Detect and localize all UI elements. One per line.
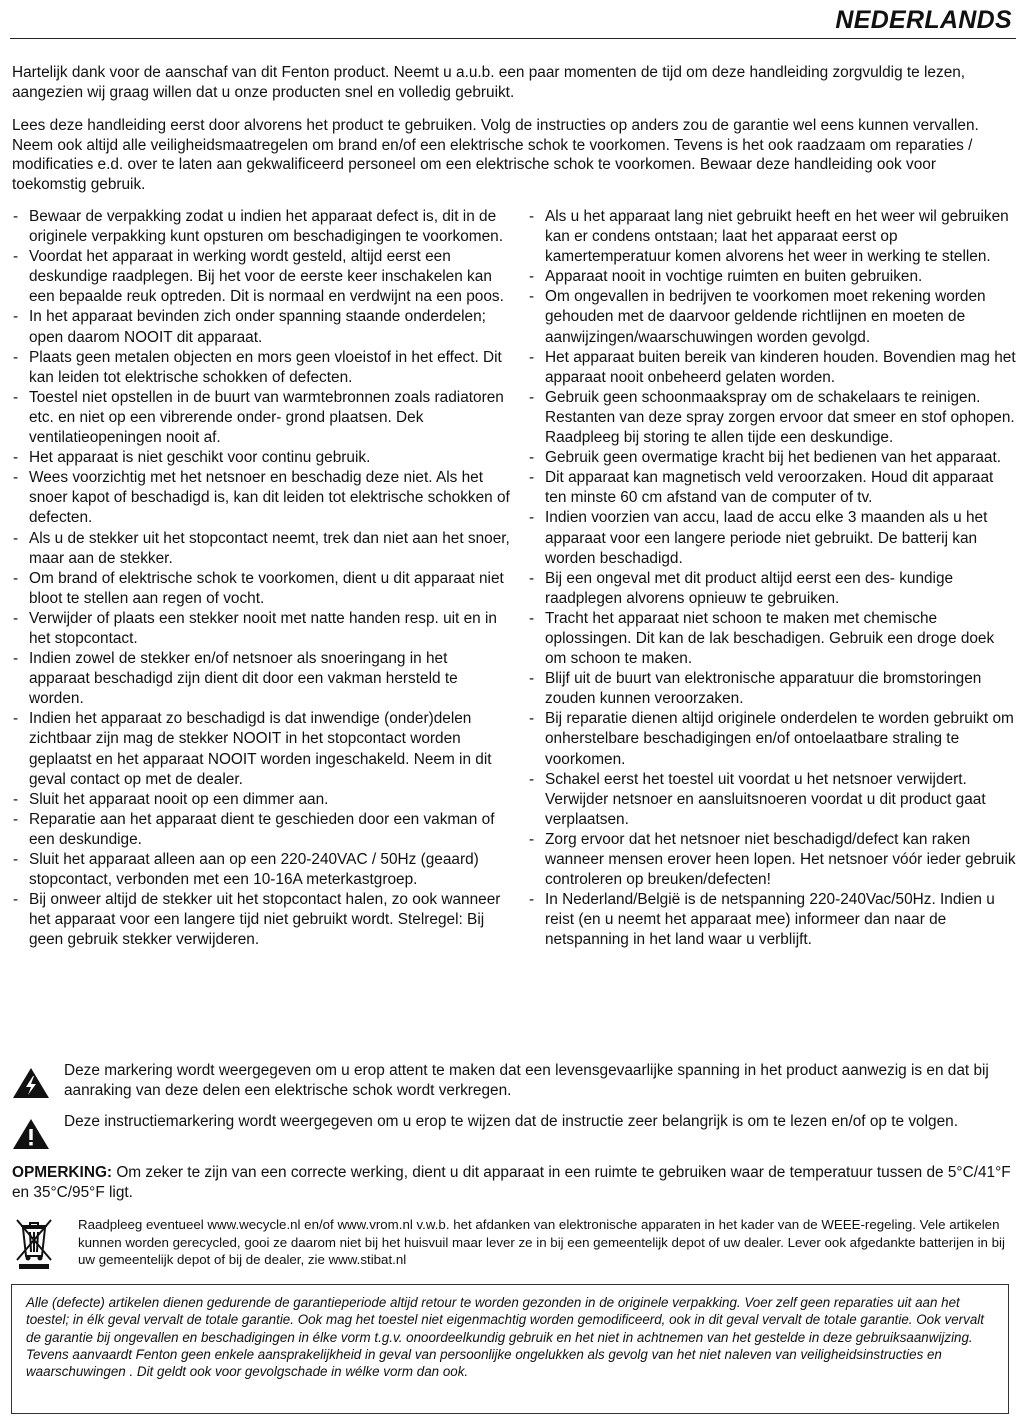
list-item: - Het apparaat buiten bereik van kinderen houden. Bovendien mag het apparaat nooit onbeheerd gelaten worden.	[528, 348, 1016, 388]
weee-text: Raadpleeg eventueel www.wecycle.nl en/of www.vrom.nl v.w.b. het afdanken van elektronische apparaten in het kader van de WEEE-regeling. Vele artikelen kunnen worden gerecycled, gooi ze daarom niet bij het huisvuil maar lever ze in bij een gemeentelijk depot of uw dealer. Lever ook afgedankte batterijen in bij uw gemeentelijk depot of bij de dealer, zie www.stibat.nl	[78, 1217, 1005, 1267]
voltage-warning-text: Deze markering wordt weergegeven om u erop attent te maken dat een levensgevaarlijke spanning in het product aanwezig is en dat bij aanraking van deze delen een elektrische schok wordt verkregen.	[64, 1062, 989, 1099]
list-item: - Verwijder of plaats een stekker nooit met natte handen resp. uit en in het stopcontact.	[12, 609, 512, 649]
intro-paragraph-1: Hartelijk dank voor de aanschaf van dit Fenton product. Neemt u a.u.b. een paar momenten de tijd om deze handleiding zorgvuldig te lezen, aangezien wij graag willen dat u onze producten snel en volledig gebruikt.	[12, 64, 966, 101]
list-item: - In het apparaat bevinden zich onder spanning staande onderdelen; open daarom NOOIT dit apparaat.	[12, 307, 512, 347]
list-item: - Het apparaat is niet geschikt voor continu gebruik.	[12, 448, 512, 468]
list-item: - Bij een ongeval met dit product altijd eerst een des- kundige raadplegen alvorens opnieuw te gebruiken.	[528, 569, 1016, 609]
list-item: - Sluit het apparaat nooit op een dimmer aan.	[12, 790, 512, 810]
list-item: - In Nederland/België is de netspanning 220-240Vac/50Hz. Indien u reist (en u neemt het apparaat mee) informeer dan naar de netspanning in het land waar u verblijft.	[528, 890, 1016, 950]
instruction-warning-text: Deze instructiemarkering wordt weergegeven om u erop te wijzen dat de instructie zeer belangrijk is om te lezen en/of op te volgen.	[64, 1113, 958, 1130]
list-item: - Schakel eerst het toestel uit voordat u het netsnoer verwijdert. Verwijder netsnoer en aansluitsnoeren voordat u dit product gaat verplaatsen.	[528, 770, 1016, 830]
list-item: - Reparatie aan het apparaat dient te geschieden door een vakman of een deskundige.	[12, 810, 512, 850]
note-text: Om zeker te zijn van een correcte werking, dient u dit apparaat in een ruimte te gebruiken waar de temperatuur tussen de 5°C/41°F en 35°C/95°F ligt.	[12, 1164, 1011, 1201]
list-item: - Plaats geen metalen objecten en mors geen vloeistof in het effect. Dit kan leiden tot elektrische schokken of defecten.	[12, 348, 512, 388]
list-item: - Dit apparaat kan magnetisch veld veroorzaken. Houd dit apparaat ten minste 60 cm afstand van de computer of tv.	[528, 468, 1016, 508]
weee-block	[12, 1214, 1012, 1274]
list-item: - Als u de stekker uit het stopcontact neemt, trek dan niet aan het snoer, maar aan de stekker.	[12, 529, 512, 569]
lightning-warning-icon	[12, 1067, 50, 1099]
list-item: - Wees voorzichtig met het netsnoer en beschadig deze niet. Als het snoer kapot of beschadigd is, kan dit leiden tot elektrische schokken of defecten.	[12, 468, 512, 528]
list-item: - Indien voorzien van accu, laad de accu elke 3 maanden als u het apparaat voor een langere periode niet gebruikt. De batterij kan worden beschadigd.	[528, 508, 1016, 568]
crossed-bin-icon	[14, 1216, 54, 1270]
safety-list-left	[12, 207, 512, 950]
exclamation-warning-icon	[12, 1118, 50, 1150]
list-item: - Sluit het apparaat alleen aan op een 220-240VAC / 50Hz (geaard) stopcontact, verbonden met een 10-16A meterkastgroep.	[12, 850, 512, 890]
warranty-text: Alle (defecte) artikelen dienen gedurende de garantieperiode altijd retour te worden gezonden in de originele verpakking. Voer zelf geen reparaties uit aan het toestel; in élk geval vervalt de totale garantie. Ook mag het toestel niet eigenmachtig worden gemodificeerd, ook in dit geval vervalt de totale garantie. Ook vervalt de garantie bij ongevallen en beschadigingen in élke vorm t.g.v. onoordeelkundig gebruik en het niet in achtnemen van het gestelde in deze gebruiksaanwijzing. Tevens aanvaardt Fenton geen enkele aansprakelijkheid in geval van persoonlijke ongelukken als gevolg van het niet naleven van veiligheidsinstructies en waarschuwingen . Dit geldt ook voor gevolgschade in wélke vorm dan ook.	[26, 1295, 984, 1380]
page-header	[10, 4, 1016, 39]
list-item: - Blijf uit de buurt van elektronische apparatuur die bromstoringen zouden kunnen veroorzaken.	[528, 669, 1016, 709]
list-item: - Als u het apparaat lang niet gebruikt heeft en het weer wil gebruiken kan er condens ontstaan; laat het apparaat eerst op kamertemperatuur komen alvorens het weer in werking te stellen.	[528, 207, 1016, 267]
list-item: - Gebruik geen schoonmaakspray om de schakelaars te reinigen. Restanten van deze spray zorgen ervoor dat smeer en stof ophopen. Raadpleeg bij storing te allen tijde een deskundige.	[528, 388, 1016, 448]
temperature-note	[12, 1163, 1012, 1202]
list-item: - Om brand of elektrische schok te voorkomen, dient u dit apparaat niet bloot te stellen aan regen of vocht.	[12, 569, 512, 609]
list-item: - Voordat het apparaat in werking wordt gesteld, altijd eerst een deskundige raadplegen. Bij het voor de eerste keer inschakelen kan een bepaalde reuk optreden. Dit is normaal en verdwijnt na een poos.	[12, 247, 512, 307]
list-item: - Bij reparatie dienen altijd originele onderdelen te worden gebruikt om onherstelbare beschadigingen en/of ontoelaatbare straling te voorkomen.	[528, 709, 1016, 769]
language-title: NEDERLANDS	[835, 6, 1012, 34]
list-item: - Bewaar de verpakking zodat u indien het apparaat defect is, dit in de originele verpakking kunt opsturen om beschadigingen te voorkomen.	[12, 207, 512, 247]
safety-list-right	[528, 207, 1016, 950]
list-item: - Om ongevallen in bedrijven te voorkomen moet rekening worden gehouden met de daarvoor geldende richtlijnen en moeten de aanwijzingen/waarschuwingen worden gevolgd.	[528, 287, 1016, 347]
list-item: - Toestel niet opstellen in de buurt van warmtebronnen zoals radiatoren etc. en niet op een vibrerende onder- grond plaatsen. Dek ventilatieopeningen nooit af.	[12, 388, 512, 448]
list-item: - Tracht het apparaat niet schoon te maken met chemische oplossingen. Dit kan de lak beschadigen. Gebruik een droge doek om schoon te maken.	[528, 609, 1016, 669]
list-item: - Apparaat nooit in vochtige ruimten en buiten gebruiken.	[528, 267, 1016, 287]
list-item: - Indien het apparaat zo beschadigd is dat inwendige (onder)delen zichtbaar zijn mag de stekker NOOIT in het stopcontact worden geplaatst en het apparaat NOOIT worden ingeschakeld. Neem in dit geval contact op met de dealer.	[12, 709, 512, 789]
list-item: - Zorg ervoor dat het netsnoer niet beschadigd/defect kan raken wanneer mensen erover heen lopen. Het netsnoer vóór ieder gebruik controleren op breuken/defecten!	[528, 830, 1016, 890]
warranty-box	[11, 1284, 1009, 1414]
note-label: OPMERKING:	[12, 1164, 113, 1181]
list-item: - Gebruik geen overmatige kracht bij het bedienen van het apparaat.	[528, 448, 1016, 468]
list-item: - Bij onweer altijd de stekker uit het stopcontact halen, zo ook wanneer het apparaat voor een langere tijd niet gebruikt wordt. Stelregel: Bij geen gebruik stekker verwijderen.	[12, 890, 512, 950]
list-item: - Indien zowel de stekker en/of netsnoer als snoeringang in het apparaat beschadigd zijn dient dit door een vakman hersteld te worden.	[12, 649, 512, 709]
intro-paragraph-2: Lees deze handleiding eerst door alvorens het product te gebruiken. Volg de instructies op anders zou de garantie wel eens kunnen vervallen. Neem ook altijd alle veiligheidsmaatregelen om brand en/of een elektrische schok te voorkomen. Tevens is het ook raadzaam om reparaties / modificaties e.d. over te laten aan gekwalificeerd personeel om een elektrische schok te voorkomen. Bewaar deze handleiding ook voor toekomstig gebruik.	[12, 117, 979, 193]
